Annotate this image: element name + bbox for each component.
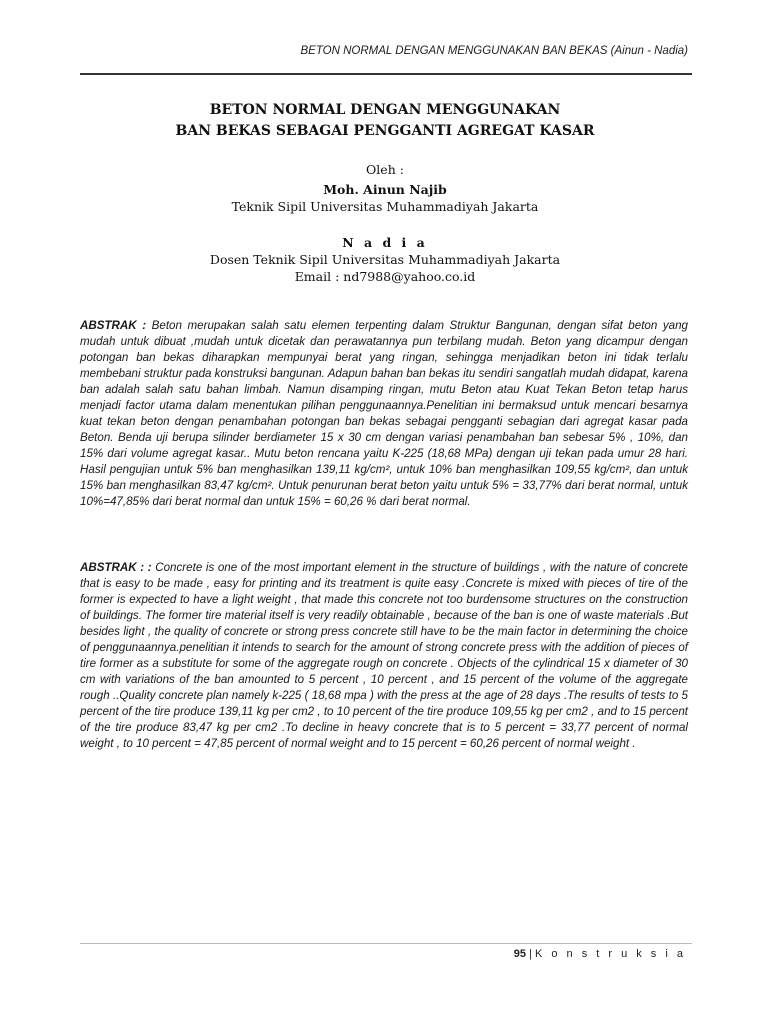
author-2-name: N a d i a	[342, 235, 428, 250]
byline	[80, 161, 690, 178]
page-number: 95	[513, 948, 526, 960]
author-1-name: Moh. Ainun Najib	[323, 182, 447, 197]
running-header: BETON NORMAL DENGAN MENGGUNAKAN BAN BEKAS (Ainun - Nadia)	[300, 45, 688, 57]
abstract-english-label: ABSTRAK : :	[80, 561, 152, 574]
author-1-affiliation: Teknik Sipil Universitas Muhammadiyah Jakarta	[231, 199, 539, 214]
abstract-indonesian-label: ABSTRAK :	[80, 319, 147, 332]
title-line-2: BAN BEKAS SEBAGAI PENGGANTI AGREGAT KASAR	[175, 123, 595, 139]
journal-name: K o n s t r u k s i a	[534, 948, 686, 960]
abstract-english	[80, 560, 688, 752]
author-2-affiliation: Dosen Teknik Sipil Universitas Muhammadiyah Jakarta	[209, 252, 561, 267]
footer-separator: |	[525, 948, 535, 960]
author-1	[80, 181, 690, 215]
paper-title	[80, 100, 690, 142]
abstract-english-text: Concrete is one of the most important element in the structure of buildings , with the nature of concrete that is easy to be made , easy for printing and its treatment is quite easy .Concrete is mixed with pieces of tire of the former is expected to have a light weight , that made this concrete not too burdensome structures on the construction of buildings. The former tire material itself is very readily obtainable , because of the ban is one of waste materials .But besides light , the quality of concrete or strong press concrete still have to be the main factor in determining the choice of penggunaannya.penelitian it intends to search for the amount of strong concrete press with the addition of pieces of tire former as a substitute for some of the aggregate rough on concrete . Objects of the cylindrical 15 x diameter of 30 cm with variations of the ban amounted to 5 percent , 10 percent , and 15 percent of the volume of the aggregate rough ..Quality concrete plan namely k-225 ( 18,68 mpa ) with the press at the age of 28 days .The results of tests to 5 percent of the tire produce 139,11 kg per cm2 , to 10 percent of the tire produce 109,55 kg per cm2 , and to 15 percent of the tire produce 83,47 kg per cm2 .To decline in heavy concrete that is to 5 percent = 33,77 percent of normal weight , to 10 percent = 47,85 percent of normal weight and to 15 percent = 60,26 percent of normal weight .	[80, 561, 689, 750]
author-2-email: Email : nd7988@yahoo.co.id	[294, 269, 476, 284]
abstract-indonesian	[80, 318, 688, 510]
footer-divider	[80, 943, 692, 944]
author-2	[80, 234, 690, 285]
page-footer	[514, 948, 686, 960]
header-divider	[80, 73, 692, 75]
abstract-indonesian-text: Beton merupakan salah satu elemen terpenting dalam Struktur Bangunan, dengan sifat beton yang mudah untuk dibuat ,mudah untuk dicetak dan perawatannya pun terbilang mudah. Beton yang dicampur dengan potongan ban bekas diharapkan mempunyai berat yang ringan, sehingga menjadikan beton ini tidak terlalu membebani struktur pada konstruksi bangunan. Adapun bahan ban bekas itu sendiri sangatlah mudah didapat, karena ban adalah salah satu bahan limbah. Namun disamping ringan, mutu Beton atau Kuat Tekan Beton tetap harus menjadi factor utama dalam menentukan pilihan penggunaannya.Penelitian ini bermaksud untuk mencari besarnya kuat tekan beton dengan penambahan potongan ban bekas sebagai pengganti sebagian dari agregat kasar pada Beton. Benda uji berupa silinder berdiameter 15 x 30 cm dengan variasi penambahan ban sebesar 5% , 10%, dan 15% dari volume agregat kasar.. Mutu beton rencana yaitu K-225 (18,68 MPa) dengan uji tekan pada umur 28 hari. Hasil pengujian untuk 5% ban menghasilkan 139,11 kg/cm², untuk 10% ban menghasilkan 109,55 kg/cm², dan untuk 15% ban menghasilkan 83,47 kg/cm². Untuk penurunan berat beton yaitu untuk 5% = 33,77% dari berat normal, untuk 10%=47,85% dari berat normal dan untuk 15% = 60,26 % dari berat normal.	[80, 319, 689, 508]
title-line-1: BETON NORMAL DENGAN MENGGUNAKAN	[209, 102, 561, 118]
byline-label: Oleh :	[366, 162, 404, 177]
